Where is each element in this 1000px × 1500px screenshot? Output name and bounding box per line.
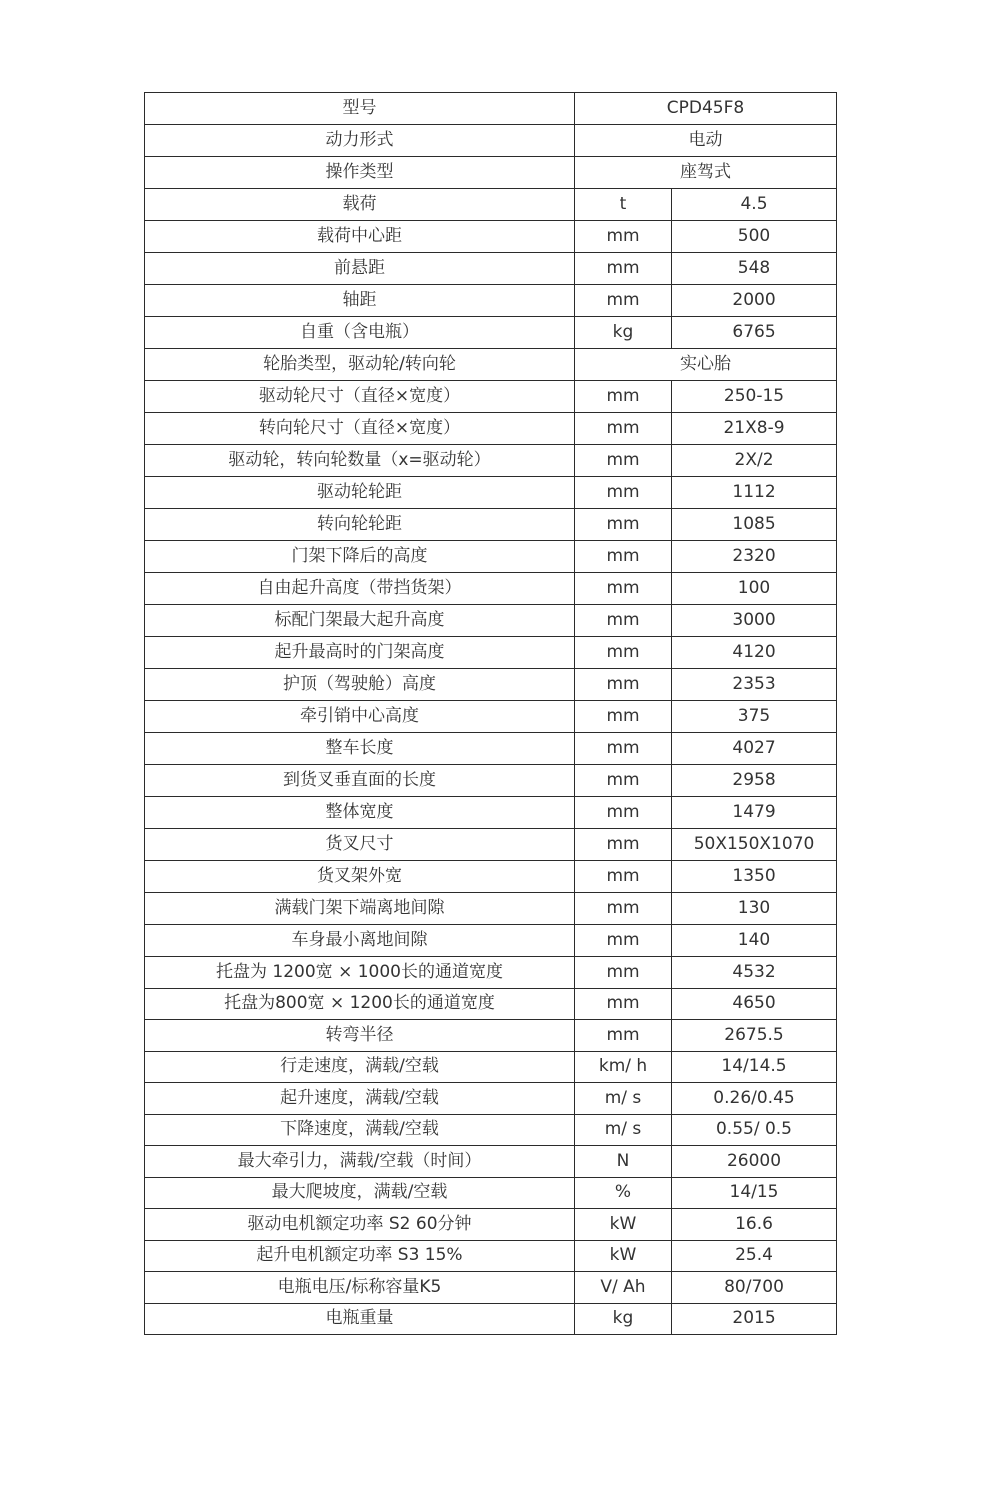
spec-value: 4532: [672, 957, 837, 989]
spec-unit: N: [575, 1146, 672, 1178]
table-row: [145, 1083, 837, 1115]
table-row: [145, 349, 837, 381]
table-row: [145, 988, 837, 1020]
spec-name: 轮胎类型，驱动轮/转向轮: [145, 349, 575, 381]
table-row: [145, 605, 837, 637]
spec-unit: t: [575, 189, 672, 221]
spec-unit: mm: [575, 669, 672, 701]
spec-name: 牵引销中心高度: [145, 701, 575, 733]
spec-name: 起升最高时的门架高度: [145, 637, 575, 669]
spec-value: 14/15: [672, 1177, 837, 1209]
table-row: [145, 925, 837, 957]
spec-unit: mm: [575, 541, 672, 573]
spec-name: 电瓶电压/标称容量K5: [145, 1272, 575, 1304]
spec-value: 0.26/0.45: [672, 1083, 837, 1115]
table-row: [145, 957, 837, 989]
spec-unit: mm: [575, 477, 672, 509]
spec-value: 1112: [672, 477, 837, 509]
spec-unit: mm: [575, 413, 672, 445]
table-row: [145, 829, 837, 861]
spec-name: 动力形式: [145, 125, 575, 157]
table-row: [145, 1051, 837, 1083]
table-row: [145, 445, 837, 477]
spec-name: 行走速度，满载/空载: [145, 1051, 575, 1083]
spec-value: CPD45F8: [575, 93, 837, 125]
spec-name: 前悬距: [145, 253, 575, 285]
spec-name: 电瓶重量: [145, 1303, 575, 1335]
spec-value: 80/700: [672, 1272, 837, 1304]
table-row: [145, 189, 837, 221]
spec-name: 操作类型: [145, 157, 575, 189]
spec-unit: mm: [575, 445, 672, 477]
spec-value: 2320: [672, 541, 837, 573]
spec-name: 载荷: [145, 189, 575, 221]
spec-unit: mm: [575, 829, 672, 861]
spec-name: 转弯半径: [145, 1020, 575, 1052]
spec-unit: mm: [575, 701, 672, 733]
table-row: [145, 157, 837, 189]
spec-name: 驱动轮尺寸（直径×宽度）: [145, 381, 575, 413]
table-row: [145, 1114, 837, 1146]
spec-name: 托盘为 1200宽 × 1000长的通道宽度: [145, 957, 575, 989]
table-row: [145, 1209, 837, 1241]
spec-name: 门架下降后的高度: [145, 541, 575, 573]
table-row: [145, 861, 837, 893]
spec-unit: mm: [575, 509, 672, 541]
table-row: [145, 317, 837, 349]
table-row: [145, 509, 837, 541]
spec-table: [144, 92, 837, 1335]
spec-name: 起升电机额定功率 S3 15%: [145, 1240, 575, 1272]
spec-name: 转向轮尺寸（直径×宽度）: [145, 413, 575, 445]
spec-value: 电动: [575, 125, 837, 157]
table-row: [145, 637, 837, 669]
spec-value: 2000: [672, 285, 837, 317]
spec-unit: mm: [575, 957, 672, 989]
spec-name: 自由起升高度（带挡货架）: [145, 573, 575, 605]
spec-unit: mm: [575, 573, 672, 605]
spec-unit: mm: [575, 253, 672, 285]
spec-unit: mm: [575, 765, 672, 797]
table-row: [145, 765, 837, 797]
spec-name: 货叉尺寸: [145, 829, 575, 861]
table-row: [145, 1272, 837, 1304]
spec-value: 1085: [672, 509, 837, 541]
spec-name: 最大爬坡度，满载/空载: [145, 1177, 575, 1209]
spec-name: 护顶（驾驶舱）高度: [145, 669, 575, 701]
spec-unit: km/ h: [575, 1051, 672, 1083]
spec-value: 50X150X1070: [672, 829, 837, 861]
spec-value: 100: [672, 573, 837, 605]
spec-value: 2353: [672, 669, 837, 701]
spec-name: 到货叉垂直面的长度: [145, 765, 575, 797]
spec-unit: kg: [575, 1303, 672, 1335]
spec-name: 型号: [145, 93, 575, 125]
spec-value: 3000: [672, 605, 837, 637]
spec-unit: V/ Ah: [575, 1272, 672, 1304]
spec-value: 1350: [672, 861, 837, 893]
spec-value: 26000: [672, 1146, 837, 1178]
table-row: [145, 285, 837, 317]
spec-value: 2675.5: [672, 1020, 837, 1052]
spec-unit: mm: [575, 637, 672, 669]
table-row: [145, 477, 837, 509]
spec-unit: mm: [575, 221, 672, 253]
spec-unit: mm: [575, 893, 672, 925]
spec-unit: kg: [575, 317, 672, 349]
spec-value: 实心胎: [575, 349, 837, 381]
table-row: [145, 381, 837, 413]
spec-value: 140: [672, 925, 837, 957]
spec-unit: mm: [575, 861, 672, 893]
spec-unit: %: [575, 1177, 672, 1209]
spec-name: 轴距: [145, 285, 575, 317]
spec-unit: kW: [575, 1209, 672, 1241]
spec-name: 自重（含电瓶）: [145, 317, 575, 349]
spec-value: 1479: [672, 797, 837, 829]
table-row: [145, 93, 837, 125]
spec-unit: mm: [575, 285, 672, 317]
spec-name: 整车长度: [145, 733, 575, 765]
spec-name: 车身最小离地间隙: [145, 925, 575, 957]
spec-value: 2015: [672, 1303, 837, 1335]
spec-value: 4027: [672, 733, 837, 765]
table-row: [145, 797, 837, 829]
table-row: [145, 701, 837, 733]
spec-value: 座驾式: [575, 157, 837, 189]
spec-value: 0.55/ 0.5: [672, 1114, 837, 1146]
table-row: [145, 1020, 837, 1052]
table-row: [145, 733, 837, 765]
spec-name: 满载门架下端离地间隙: [145, 893, 575, 925]
spec-name: 驱动电机额定功率 S2 60分钟: [145, 1209, 575, 1241]
spec-value: 130: [672, 893, 837, 925]
table-row: [145, 1177, 837, 1209]
table-row: [145, 125, 837, 157]
spec-value: 548: [672, 253, 837, 285]
spec-value: 375: [672, 701, 837, 733]
spec-name: 驱动轮，转向轮数量（x=驱动轮）: [145, 445, 575, 477]
spec-value: 16.6: [672, 1209, 837, 1241]
spec-name: 最大牵引力，满载/空载（时间）: [145, 1146, 575, 1178]
spec-value: 6765: [672, 317, 837, 349]
spec-name: 整体宽度: [145, 797, 575, 829]
spec-value: 4.5: [672, 189, 837, 221]
table-row: [145, 1240, 837, 1272]
table-row: [145, 1303, 837, 1335]
spec-unit: mm: [575, 605, 672, 637]
spec-name: 载荷中心距: [145, 221, 575, 253]
spec-unit: mm: [575, 925, 672, 957]
spec-unit: mm: [575, 797, 672, 829]
table-row: [145, 253, 837, 285]
spec-value: 4120: [672, 637, 837, 669]
spec-name: 驱动轮轮距: [145, 477, 575, 509]
table-row: [145, 413, 837, 445]
table-row: [145, 541, 837, 573]
spec-value: 25.4: [672, 1240, 837, 1272]
spec-unit: m/ s: [575, 1114, 672, 1146]
spec-name: 货叉架外宽: [145, 861, 575, 893]
spec-value: 4650: [672, 988, 837, 1020]
table-row: [145, 573, 837, 605]
spec-value: 2X/2: [672, 445, 837, 477]
spec-unit: m/ s: [575, 1083, 672, 1115]
spec-unit: mm: [575, 988, 672, 1020]
table-row: [145, 893, 837, 925]
spec-name: 标配门架最大起升高度: [145, 605, 575, 637]
spec-unit: kW: [575, 1240, 672, 1272]
spec-name: 下降速度，满载/空载: [145, 1114, 575, 1146]
spec-value: 14/14.5: [672, 1051, 837, 1083]
spec-value: 2958: [672, 765, 837, 797]
table-row: [145, 1146, 837, 1178]
spec-name: 转向轮轮距: [145, 509, 575, 541]
spec-unit: mm: [575, 1020, 672, 1052]
spec-name: 托盘为800宽 × 1200长的通道宽度: [145, 988, 575, 1020]
table-row: [145, 221, 837, 253]
spec-name: 起升速度，满载/空载: [145, 1083, 575, 1115]
spec-value: 21X8-9: [672, 413, 837, 445]
spec-unit: mm: [575, 381, 672, 413]
spec-value: 250-15: [672, 381, 837, 413]
spec-unit: mm: [575, 733, 672, 765]
table-row: [145, 669, 837, 701]
spec-value: 500: [672, 221, 837, 253]
